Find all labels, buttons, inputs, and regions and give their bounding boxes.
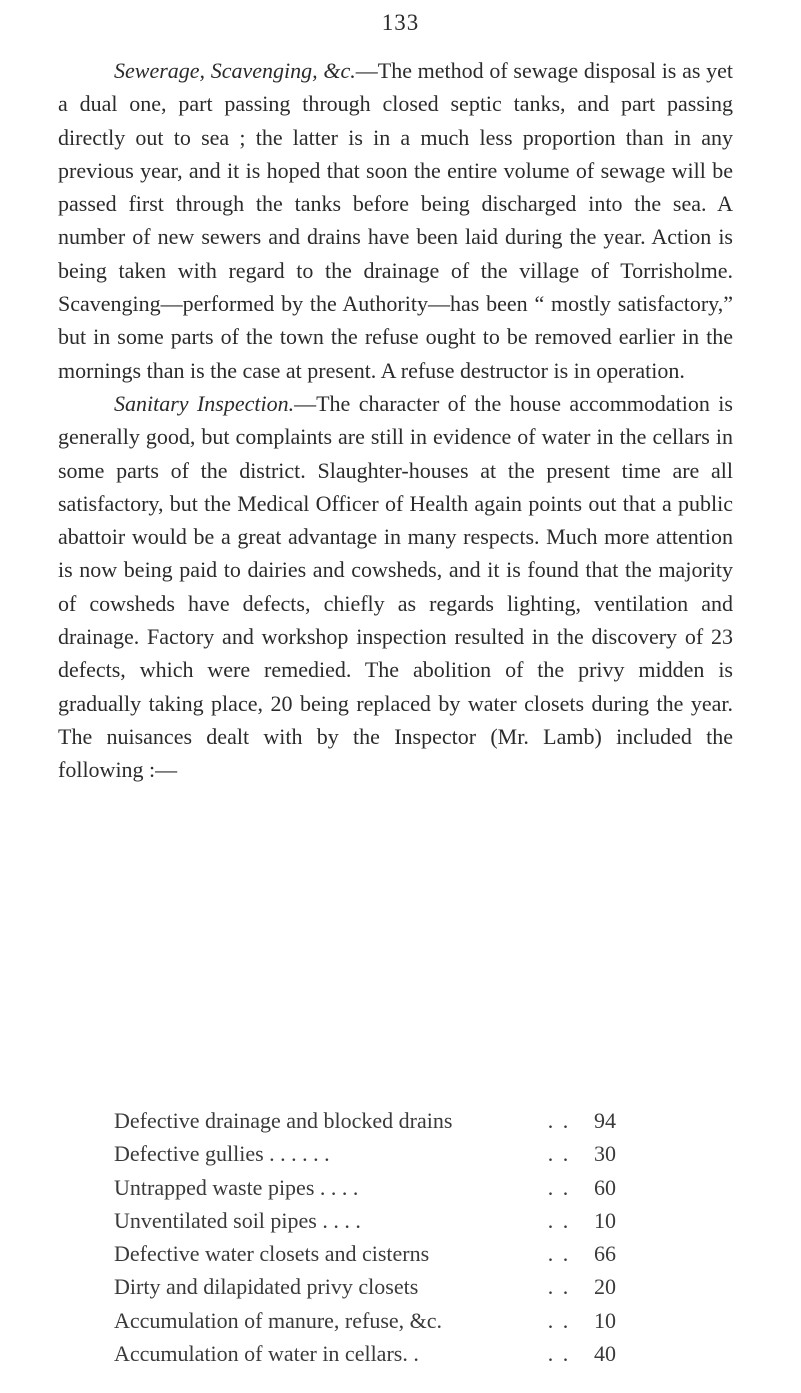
nuisance-label: Defective water closets and cisterns [114,1241,430,1267]
nuisance-count: 60 [594,1174,616,1200]
nuisance-label: Accumulation of manure, refuse, &c. [114,1307,443,1333]
paragraph-sewerage [58,54,733,387]
nuisances-list [114,1104,634,1370]
nuisance-count: 10 [594,1307,616,1333]
list-item [114,1270,634,1303]
nuisance-label: Defective gullies . . . . . . [114,1141,330,1167]
nuisance-count: 20 [594,1274,616,1300]
nuisance-label: Untrapped waste pipes . . . . [114,1174,359,1200]
leader-dots: . . [547,1241,571,1267]
nuisance-count: 94 [594,1108,616,1133]
list-item [114,1137,634,1170]
nuisance-label: Dirty and dilapidated privy closets [114,1274,419,1300]
paragraph-text: —The character of the house accommodation is generally good, but complaints are still in evidence of water in the cellars in some parts of the district. Slaughter-houses at the present time are all satisfactory, but the Medical Officer of Health again points out that a public abattoir would be a great advantage in many respects. Much more attention is now being paid to dairies and cowsheds, and it is found that the majority of cowsheds have defects, chiefly as regards lighting, ventilation and drainage. Factory and workshop inspection resulted in the discovery of 23 defects, which were remedied. The abolition of the privy midden is gradually taking place, 20 being replaced by water closets during the year. The nuisances dealt with by the Inspector (Mr. Lamb) included the following :— [58,390,733,783]
page-number: 133 [381,10,420,35]
leader-dots: . . [547,1108,571,1133]
nuisance-count: 40 [594,1341,616,1367]
leader-dots: . . [547,1207,571,1233]
nuisance-label: Unventilated soil pipes . . . . [114,1207,361,1233]
leader-dots: . . [547,1341,571,1367]
paragraph-heading: Sanitary Inspection. [114,390,295,416]
paragraph-text: —The method of sewage disposal is as yet a dual one, part passing through closed septic tanks, and part passing directly out to sea ; the latter is in a much less proportion than in any previous year, and it is hoped that soon the entire volume of sewage will be passed first through the tanks before being discharged into the sea. A number of new sewers and drains have been laid during the year. Action is being taken with regard to the drainage of the village of Torrisholme. Scavenging—performed by the Authority—has been “ mostly satisfactory,” but in some parts of the town the refuse ought to be removed earlier in the mornings than is the case at present. A refuse destructor is in operation. [58,58,733,383]
list-item [114,1337,634,1370]
leader-dots: . . [547,1307,571,1333]
list-item [114,1304,634,1337]
list-item [114,1204,634,1237]
list-item [114,1171,634,1204]
nuisance-count: 66 [594,1241,616,1267]
nuisance-count: 10 [594,1207,616,1233]
paragraph-heading: Sewerage, Scavenging, &c. [114,58,356,83]
leader-dots: . . [547,1174,571,1200]
nuisance-count: 30 [594,1141,616,1167]
paragraph-sanitary-inspection [58,387,733,787]
body-text [58,54,733,787]
nuisance-label: Defective drainage and blocked drains [114,1108,453,1133]
list-item [114,1237,634,1270]
leader-dots: . . [547,1274,571,1300]
leader-dots: . . [547,1141,571,1167]
nuisance-label: Accumulation of water in cellars. . [114,1341,419,1367]
list-item [114,1104,634,1137]
